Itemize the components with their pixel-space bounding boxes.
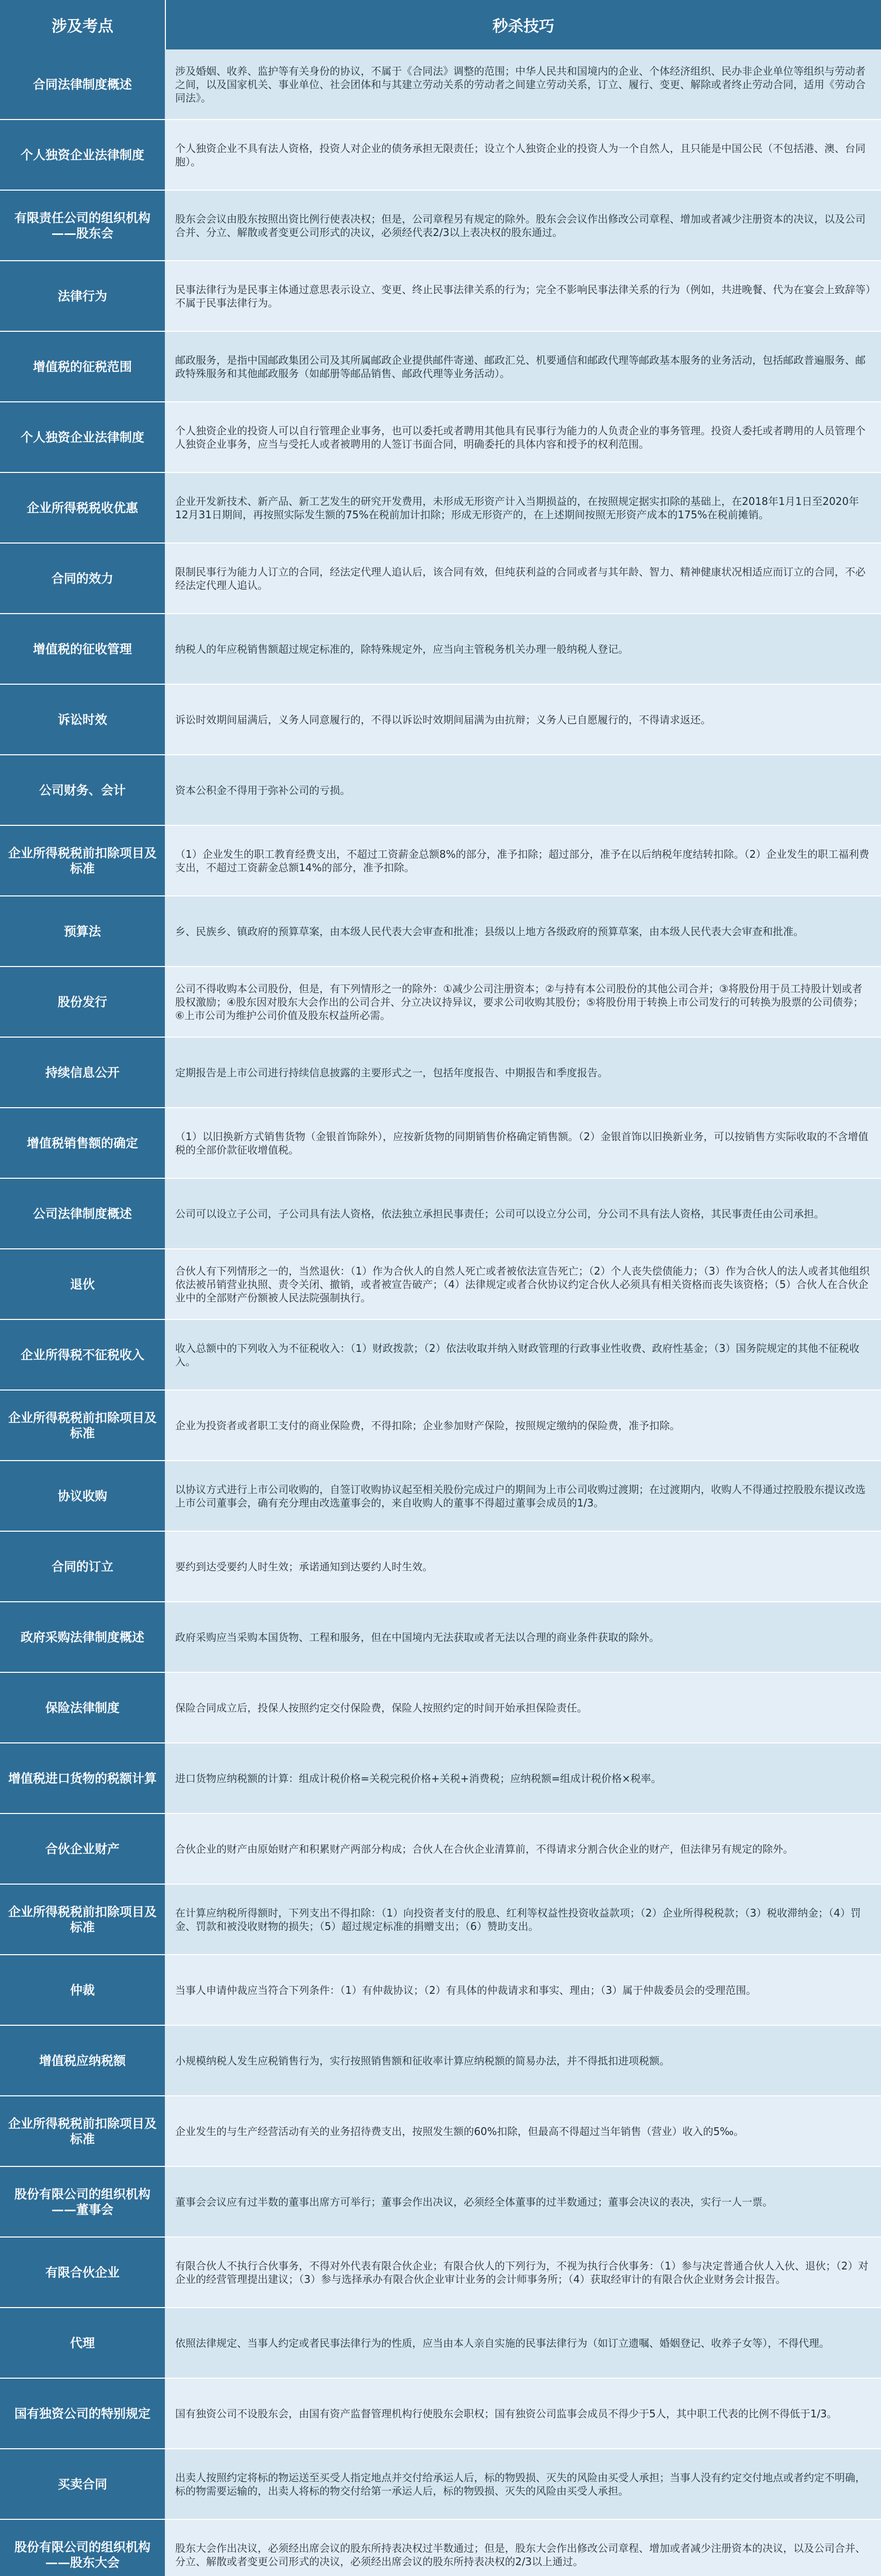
- tip-cell: 限制民事行为能力人订立的合同，经法定代理人追认后，该合同有效，但纯获利益的合同或者与其年龄、智力、精神健康状况相适应而订立的合同，不必经法定代理人追认。: [165, 544, 881, 613]
- tip-cell: 依照法律规定、当事人约定或者民事法律行为的性质，应当由本人亲自实施的民事法律行为（如订立遗嘱、婚姻登记、收养子女等），不得代理。: [165, 2308, 881, 2378]
- table-row: [0, 261, 881, 332]
- tip-cell: 进口货物应纳税额的计算：组成计税价格=关税完税价格+关税+消费税；应纳税额=组成计税价格×税率。: [165, 1743, 881, 1813]
- topic-cell: 增值税的征税范围: [0, 332, 165, 401]
- topic-cell: 增值税销售额的确定: [0, 1108, 165, 1178]
- table-row: [0, 1885, 881, 1955]
- topic-cell: 公司财务、会计: [0, 755, 165, 825]
- tip-cell: 股东大会作出决议，必须经出席会议的股东所持表决权过半数通过；但是，股东大会作出修改公司章程、增加或者减少注册资本的决议，以及公司合并、分立、解散或者变更公司形式的决议，必须经出席会议的股东所持表决权的2/3以上通过。: [165, 2520, 881, 2576]
- table-row: [0, 1814, 881, 1885]
- tip-cell: 涉及婚姻、收养、监护等有关身份的协议，不属于《合同法》调整的范围；中华人民共和国境内的企业、个体经济组织、民办非企业单位等组织与劳动者之间，以及国家机关、事业单位、社会团体和与其建立劳动关系的劳动者之间建立劳动关系，订立、履行、变更、解除或者终止劳动合同，适用《劳动合同法》。: [165, 49, 881, 119]
- tip-cell: 邮政服务，是指中国邮政集团公司及其所属邮政企业提供邮件寄递、邮政汇兑、机要通信和邮政代理等邮政基本服务的业务活动，包括邮政普遍服务、邮政特殊服务和其他邮政服务（如邮册等邮品销售、邮政代理等业务活动）。: [165, 332, 881, 401]
- table-row: [0, 826, 881, 896]
- table-row: [0, 2520, 881, 2576]
- tip-cell: 董事会会议应有过半数的董事出席方可举行；董事会作出决议，必须经全体董事的过半数通过；董事会决议的表决，实行一人一票。: [165, 2167, 881, 2236]
- header-topic: 涉及考点: [0, 0, 166, 49]
- table-row: [0, 544, 881, 614]
- tip-cell: 要约到达受要约人时生效；承诺通知到达要约人时生效。: [165, 1532, 881, 1601]
- table-row: [0, 1320, 881, 1391]
- tip-cell: 合伙人有下列情形之一的，当然退伙：（1）作为合伙人的自然人死亡或者被依法宣告死亡；（2）个人丧失偿债能力；（3）作为合伙人的法人或者其他组织依法被吊销营业执照、责令关闭、撤销，或者被宣告破产；（4）法律规定或者合伙协议约定合伙人必须具有相关资格而丧失该资格；（5）合伙人在合伙企业中的全部财产份额被人民法院强制执行。: [165, 1249, 881, 1319]
- topic-cell: 合同法律制度概述: [0, 49, 165, 119]
- topic-cell: 增值税应纳税额: [0, 2026, 165, 2095]
- table-row: [0, 473, 881, 544]
- tip-cell: 民事法律行为是民事主体通过意思表示设立、变更、终止民事法律关系的行为；完全不影响民事法律关系的行为（例如，共进晚餐、代为在宴会上致辞等）不属于民事法律行为。: [165, 261, 881, 331]
- table-row: [0, 2308, 881, 2379]
- topic-cell: 合同的订立: [0, 1532, 165, 1601]
- header-tips: 秒杀技巧: [493, 18, 554, 36]
- table-row: [0, 2026, 881, 2096]
- table-row: [0, 1179, 881, 1249]
- tip-cell: 公司不得收购本公司股份，但是，有下列情形之一的除外：①减少公司注册资本；②与持有本公司股份的其他公司合并；③将股份用于员工持股计划或者股权激励；④股东因对股东大会作出的公司合并、分立决议持异议，要求公司收购其股份；⑤将股份用于转换上市公司发行的可转换为股票的公司债券；⑥上市公司为维护公司价值及股东权益所必需。: [165, 967, 881, 1037]
- table-row: [0, 402, 881, 473]
- topic-cell: 合同的效力: [0, 544, 165, 613]
- table-row: [0, 685, 881, 755]
- topic-cell: 个人独资企业法律制度: [0, 402, 165, 472]
- table-row: [0, 2238, 881, 2308]
- topic-cell: 买卖合同: [0, 2449, 165, 2519]
- tip-cell: 收入总额中的下列收入为不征税收入：（1）财政拨款；（2）依法收取并纳入财政管理的行政事业性收费、政府性基金；（3）国务院规定的其他不征税收入。: [165, 1320, 881, 1389]
- topic-cell: 预算法: [0, 896, 165, 966]
- topic-cell: 公司法律制度概述: [0, 1179, 165, 1248]
- topic-cell: 企业所得税税前扣除项目及标准: [0, 2096, 165, 2166]
- tip-cell: 企业为投资者或者职工支付的商业保险费，不得扣除；企业参加财产保险，按照规定缴纳的保险费，准予扣除。: [165, 1391, 881, 1460]
- tip-cell: 企业发生的与生产经营活动有关的业务招待费支出，按照发生额的60%扣除，但最高不得超过当年销售（营业）收入的5‰。: [165, 2096, 881, 2166]
- table-row: [0, 332, 881, 402]
- tip-cell: （1）企业发生的职工教育经费支出，不超过工资薪金总额8%的部分，准予扣除；超过部分，准予在以后纳税年度结转扣除。（2）企业发生的职工福利费支出，不超过工资薪金总额14%的部分，准予扣除。: [165, 826, 881, 895]
- tip-cell: 当事人申请仲裁应当符合下列条件：（1）有仲裁协议；（2）有具体的仲裁请求和事实、理由；（3）属于仲裁委员会的受理范围。: [165, 1955, 881, 2025]
- topic-cell: 法律行为: [0, 261, 165, 331]
- table-row: [0, 967, 881, 1038]
- topic-cell: 仲裁: [0, 1955, 165, 2025]
- tip-cell: 政府采购应当采购本国货物、工程和服务，但在中国境内无法获取或者无法以合理的商业条件获取的除外。: [165, 1602, 881, 1672]
- tip-cell: 个人独资企业不具有法人资格，投资人对企业的债务承担无限责任；设立个人独资企业的投资人为一个自然人，且只能是中国公民（不包括港、澳、台同胞）。: [165, 120, 881, 190]
- topic-cell: 有限责任公司的组织机构——股东会: [0, 191, 165, 260]
- tip-cell: 资本公积金不得用于弥补公司的亏损。: [165, 755, 881, 825]
- table-header: [0, 0, 881, 49]
- table-row: [0, 2096, 881, 2167]
- table-row: [0, 1602, 881, 1673]
- table-row: [0, 120, 881, 191]
- tip-cell: 出卖人按照约定将标的物运送至买受人指定地点并交付给承运人后，标的物毁损、灭失的风险由买受人承担；当事人没有约定交付地点或者约定不明确，标的物需要运输的，出卖人将标的物交付给第一承运人后，标的物毁损、灭失的风险由买受人承担。: [165, 2449, 881, 2519]
- topic-cell: 企业所得税税前扣除项目及标准: [0, 826, 165, 895]
- tip-cell: 保险合同成立后，投保人按照约定交付保险费，保险人按照约定的时间开始承担保险责任。: [165, 1673, 881, 1742]
- table-row: [0, 1038, 881, 1108]
- tip-cell: 定期报告是上市公司进行持续信息披露的主要形式之一，包括年度报告、中期报告和季度报告。: [165, 1038, 881, 1107]
- table-body: [0, 49, 881, 2576]
- table-row: [0, 1461, 881, 1532]
- topic-cell: 个人独资企业法律制度: [0, 120, 165, 190]
- tip-cell: 诉讼时效期间届满后，义务人同意履行的，不得以诉讼时效期间届满为由抗辩；义务人已自愿履行的，不得请求返还。: [165, 685, 881, 754]
- topic-cell: 诉讼时效: [0, 685, 165, 754]
- tip-cell: 乡、民族乡、镇政府的预算草案，由本级人民代表大会审查和批准；县级以上地方各级政府的预算草案，由本级人民代表大会审查和批准。: [165, 896, 881, 966]
- tip-cell: 个人独资企业的投资人可以自行管理企业事务，也可以委托或者聘用其他具有民事行为能力的人负责企业的事务管理。投资人委托或者聘用的人员管理个人独资企业事务，应当与受托人或者被聘用的人签订书面合同，明确委托的具体内容和授予的权利范围。: [165, 402, 881, 472]
- tip-cell: 小规模纳税人发生应税销售行为，实行按照销售额和征收率计算应纳税额的简易办法，并不得抵扣进项税额。: [165, 2026, 881, 2095]
- topic-cell: 退伙: [0, 1249, 165, 1319]
- topic-cell: 合伙企业财产: [0, 1814, 165, 1884]
- topic-cell: 股份有限公司的组织机构——股东大会: [0, 2520, 165, 2576]
- table-row: [0, 1743, 881, 1814]
- table-row: [0, 1249, 881, 1320]
- topic-cell: 股份发行: [0, 967, 165, 1037]
- tip-cell: 有限合伙人不执行合伙事务，不得对外代表有限合伙企业；有限合伙人的下列行为，不视为执行合伙事务：（1）参与决定普通合伙人入伙、退伙；（2）对企业的经营管理提出建议；（3）参与选择承办有限合伙企业审计业务的会计师事务所；（4）获取经审计的有限合伙企业财务会计报告。: [165, 2238, 881, 2307]
- topic-cell: 企业所得税税收优惠: [0, 473, 165, 543]
- table-row: [0, 2167, 881, 2238]
- tip-cell: 企业开发新技术、新产品、新工艺发生的研究开发费用，未形成无形资产计入当期损益的，在按照规定据实扣除的基础上，在2018年1月1日至2020年12月31日期间，再按照实际发生额的75%在税前加计扣除；形成无形资产的，在上述期间按照无形资产成本的175%在税前摊销。: [165, 473, 881, 543]
- topic-cell: 国有独资公司的特别规定: [0, 2379, 165, 2448]
- tip-cell: 在计算应纳税所得额时，下列支出不得扣除：（1）向投资者支付的股息、红利等权益性投资收益款项；（2）企业所得税税款；（3）税收滞纳金；（4）罚金、罚款和被没收财物的损失；（5）超过规定标准的捐赠支出；（6）赞助支出。: [165, 1885, 881, 1954]
- table-row: [0, 1108, 881, 1179]
- topic-cell: 政府采购法律制度概述: [0, 1602, 165, 1672]
- table-row: [0, 1532, 881, 1602]
- topic-cell: 企业所得税不征税收入: [0, 1320, 165, 1389]
- topic-cell: 增值税的征收管理: [0, 614, 165, 684]
- table-row: [0, 1955, 881, 2026]
- topic-cell: 持续信息公开: [0, 1038, 165, 1107]
- topic-cell: 企业所得税税前扣除项目及标准: [0, 1885, 165, 1954]
- table-row: [0, 49, 881, 120]
- topic-cell: 增值税进口货物的税额计算: [0, 1743, 165, 1813]
- tip-cell: 国有独资公司不设股东会，由国有资产监督管理机构行使股东会职权；国有独资公司监事会成员不得少于5人，其中职工代表的比例不得低于1/3。: [165, 2379, 881, 2448]
- table-row: [0, 2449, 881, 2520]
- tip-cell: 合伙企业的财产由原始财产和积累财产两部分构成；合伙人在合伙企业清算前，不得请求分割合伙企业的财产，但法律另有规定的除外。: [165, 1814, 881, 1884]
- topic-cell: 股份有限公司的组织机构——董事会: [0, 2167, 165, 2236]
- topic-cell: 代理: [0, 2308, 165, 2378]
- tip-cell: 以协议方式进行上市公司收购的，自签订收购协议起至相关股份完成过户的期间为上市公司收购过渡期；在过渡期内，收购人不得通过控股股东提议改选上市公司董事会，确有充分理由改选董事会的，来自收购人的董事不得超过董事会成员的1/3。: [165, 1461, 881, 1531]
- topic-cell: 企业所得税税前扣除项目及标准: [0, 1391, 165, 1460]
- table-row: [0, 896, 881, 967]
- table-row: [0, 191, 881, 261]
- table-row: [0, 755, 881, 826]
- table-row: [0, 2379, 881, 2449]
- topic-cell: 保险法律制度: [0, 1673, 165, 1742]
- table-row: [0, 614, 881, 685]
- topic-cell: 协议收购: [0, 1461, 165, 1531]
- table-row: [0, 1391, 881, 1461]
- tip-cell: （1）以旧换新方式销售货物（金银首饰除外），应按新货物的同期销售价格确定销售额。（2）金银首饰以旧换新业务，可以按销售方实际收取的不含增值税的全部价款征收增值税。: [165, 1108, 881, 1178]
- tip-cell: 公司可以设立子公司，子公司具有法人资格，依法独立承担民事责任；公司可以设立分公司，分公司不具有法人资格，其民事责任由公司承担。: [165, 1179, 881, 1248]
- topic-cell: 有限合伙企业: [0, 2238, 165, 2307]
- table-row: [0, 1673, 881, 1743]
- tip-cell: 股东会会议由股东按照出资比例行使表决权；但是，公司章程另有规定的除外。股东会会议作出修改公司章程、增加或者减少注册资本的决议，以及公司合并、分立、解散或者变更公司形式的决议，必须经代表2/3以上表决权的股东通过。: [165, 191, 881, 260]
- tip-cell: 纳税人的年应税销售额超过规定标准的，除特殊规定外，应当向主管税务机关办理一般纳税人登记。: [165, 614, 881, 684]
